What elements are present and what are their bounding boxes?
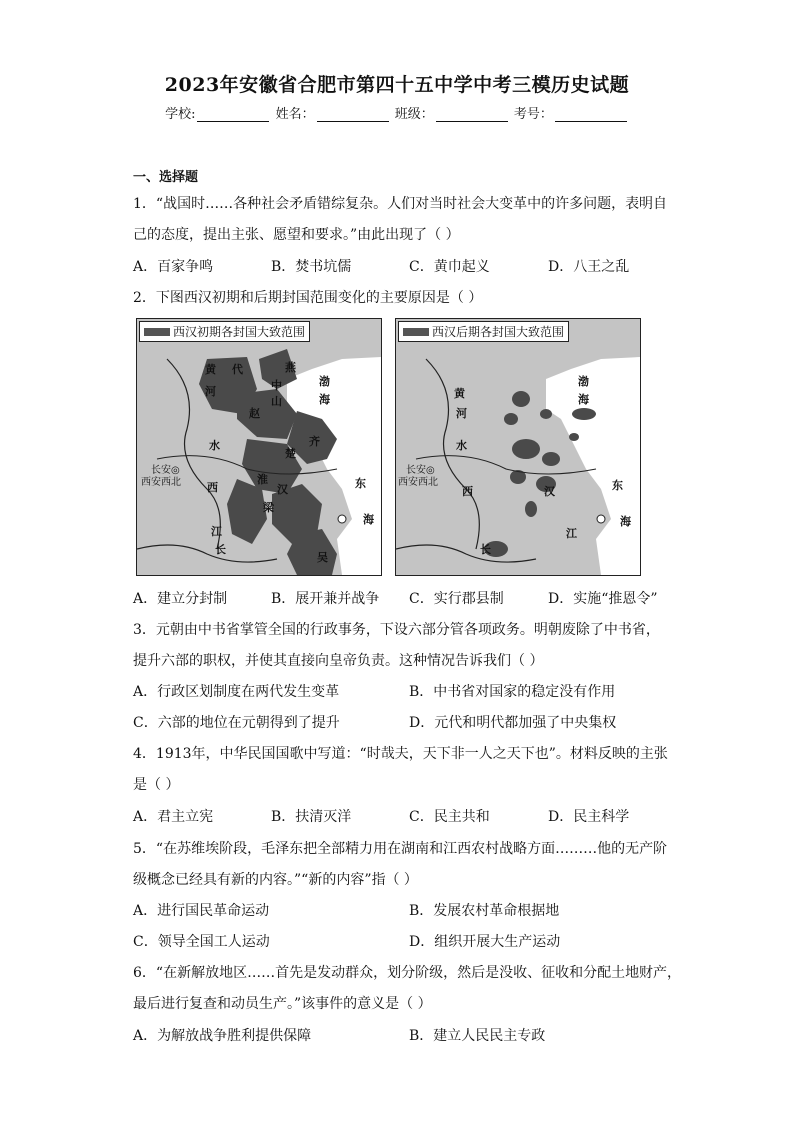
map-label: 海 bbox=[578, 393, 589, 406]
name-blank[interactable] bbox=[317, 109, 389, 122]
question-3-line-1: 3．元朝由中书省掌管全国的行政事务，下设六部分管各项政务。明朝废除了中书省， bbox=[133, 622, 660, 638]
map-early-legend bbox=[139, 321, 310, 342]
map-label: 河 bbox=[456, 407, 467, 420]
q4-option-a[interactable]: A．君主立宪 bbox=[133, 809, 214, 825]
q3-option-b[interactable]: B．中书省对国家的稳定没有作用 bbox=[409, 684, 616, 700]
question-6-line-1: 6．“在新解放地区……首先是发动群众，划分阶级，然后是没收、征收和分配土地财产， bbox=[133, 965, 682, 981]
map-label: 西 bbox=[462, 485, 473, 498]
legend-swatch-early bbox=[144, 328, 170, 336]
map-label: 西 bbox=[207, 481, 218, 494]
q3-option-a[interactable]: A．行政区划制度在两代发生变革 bbox=[133, 684, 340, 700]
question-4-line-1: 4．1913年，中华民国国歌中写道：“时哉夫，天下非一人之天下也”。材料反映的主张 bbox=[133, 746, 668, 762]
map-late-drawing bbox=[396, 319, 640, 575]
question-3-line-2: 提升六部的职权，并使其直接向皇帝负责。这种情况告诉我们（ ） bbox=[133, 653, 544, 669]
student-info-row bbox=[0, 103, 794, 122]
map-label: 吴 bbox=[317, 551, 328, 564]
map-label: 汉 bbox=[277, 483, 288, 496]
question-6-line-2: 最后进行复查和动员生产。”该事件的意义是（ ） bbox=[133, 996, 432, 1012]
map-late-legend bbox=[398, 321, 569, 342]
name-label: 姓名： bbox=[275, 107, 315, 122]
map-early-drawing bbox=[137, 319, 381, 575]
legend-label-late: 西汉后期各封国大致范围 bbox=[432, 325, 565, 339]
q4-option-b[interactable]: B．扶清灭洋 bbox=[271, 809, 352, 825]
q5-option-a[interactable]: A．进行国民革命运动 bbox=[133, 903, 270, 919]
q1-option-b[interactable]: B．焚书坑儒 bbox=[271, 259, 352, 275]
map-label: 长 bbox=[480, 543, 491, 556]
class-label: 班级： bbox=[394, 107, 434, 122]
question-5-line-2: 级概念已经具有新的内容。”“新的内容”指（ ） bbox=[133, 872, 418, 888]
q6-option-b[interactable]: B．建立人民民主专政 bbox=[409, 1028, 546, 1044]
question-2-line-1: 2．下图西汉初期和后期封国范围变化的主要原因是（ ） bbox=[133, 290, 483, 306]
q5-option-b[interactable]: B．发展农村革命根据地 bbox=[409, 903, 560, 919]
q2-option-c[interactable]: C．实行郡县制 bbox=[409, 591, 504, 607]
q3-option-c[interactable]: C．六部的地位在元朝得到了提升 bbox=[133, 715, 340, 731]
q5-option-c[interactable]: C．领导全国工人运动 bbox=[133, 934, 270, 950]
q2-option-a[interactable]: A．建立分封制 bbox=[133, 591, 228, 607]
city-changan-sub-late: 西安西北 bbox=[398, 477, 438, 488]
exam-title: 2023年安徽省合肥市第四十五中学中考三模历史试题 bbox=[164, 74, 630, 96]
map-label: 黄 bbox=[454, 387, 465, 400]
map-label: 河 bbox=[205, 385, 216, 398]
map-label: 山 bbox=[271, 395, 282, 408]
city-changan-sub-early: 西安西北 bbox=[141, 477, 181, 488]
legend-swatch-late bbox=[403, 328, 429, 336]
map-label: 赵 bbox=[249, 407, 260, 420]
id-blank[interactable] bbox=[555, 109, 627, 122]
map-label: 齐 bbox=[309, 435, 320, 448]
q5-option-d[interactable]: D．组织开展大生产运动 bbox=[409, 934, 561, 950]
map-label: 燕 bbox=[285, 361, 296, 374]
map-label: 楚 bbox=[285, 447, 296, 460]
q2-option-d[interactable]: D．实施“推恩令” bbox=[548, 591, 658, 607]
q4-option-c[interactable]: C．民主共和 bbox=[409, 809, 490, 825]
map-label: 渤 bbox=[578, 375, 589, 388]
map-label: 长 bbox=[215, 543, 226, 556]
map-label: 淮 bbox=[257, 473, 268, 486]
map-label: 汉 bbox=[544, 485, 555, 498]
q2-option-b[interactable]: B．展开兼并战争 bbox=[271, 591, 380, 607]
city-changan-early: 长安◎ bbox=[151, 465, 180, 476]
map-label: 东 bbox=[355, 477, 366, 490]
question-1-line-2: 己的态度，提出主张、愿望和要求。”由此出现了（ ） bbox=[133, 227, 460, 243]
legend-label-early: 西汉初期各封国大致范围 bbox=[173, 325, 306, 339]
q1-option-a[interactable]: A．百家争鸣 bbox=[133, 259, 214, 275]
map-label: 海 bbox=[620, 515, 631, 528]
map-label: 代 bbox=[232, 363, 243, 376]
map-late-western-han bbox=[395, 318, 641, 576]
school-label: 学校: bbox=[165, 107, 196, 122]
map-label: 江 bbox=[566, 527, 577, 540]
map-label: 海 bbox=[319, 393, 330, 406]
map-label: 水 bbox=[209, 439, 220, 452]
class-blank[interactable] bbox=[436, 109, 508, 122]
map-early-western-han bbox=[136, 318, 382, 576]
q3-option-d[interactable]: D．元代和明代都加强了中央集权 bbox=[409, 715, 617, 731]
question-1-line-1: 1．“战国时……各种社会矛盾错综复杂。人们对当时社会大变革中的许多问题，表明自 bbox=[133, 196, 668, 212]
question-5-line-1: 5．“在苏维埃阶段，毛泽东把全部精力用在湖南和江西农村战略方面………他的无产阶 bbox=[133, 841, 668, 857]
school-blank[interactable] bbox=[197, 109, 269, 122]
map-label: 江 bbox=[211, 525, 222, 538]
map-label: 中 bbox=[271, 379, 282, 392]
map-label: 东 bbox=[612, 479, 623, 492]
map-label: 渤 bbox=[319, 375, 330, 388]
id-label: 考号： bbox=[513, 107, 553, 122]
q4-option-d[interactable]: D．民主科学 bbox=[548, 809, 630, 825]
q1-option-d[interactable]: D．八王之乱 bbox=[548, 259, 630, 275]
map-label: 海 bbox=[363, 513, 374, 526]
question-4-line-2: 是（ ） bbox=[133, 777, 180, 793]
q1-option-c[interactable]: C．黄巾起义 bbox=[409, 259, 490, 275]
city-changan-late: 长安◎ bbox=[406, 465, 435, 476]
map-label: 梁 bbox=[263, 501, 274, 514]
map-label: 水 bbox=[456, 439, 467, 452]
section-title: 一、选择题 bbox=[133, 170, 199, 185]
map-label: 黄 bbox=[205, 363, 216, 376]
q6-option-a[interactable]: A．为解放战争胜利提供保障 bbox=[133, 1028, 312, 1044]
